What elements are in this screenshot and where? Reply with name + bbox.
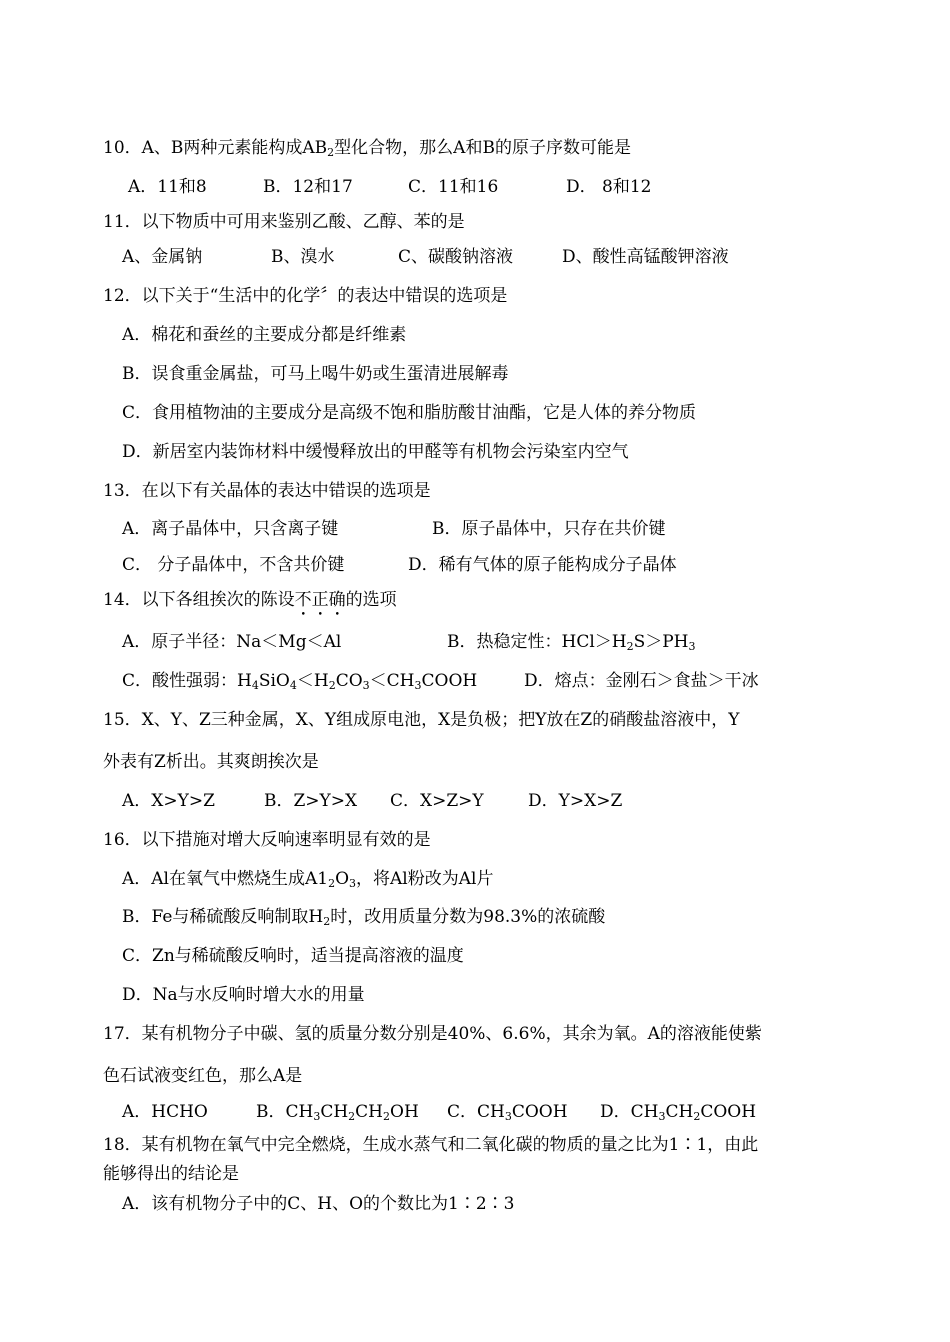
option-d: D、酸性高锰酸钾溶液 <box>562 247 729 267</box>
option-d: D． 8和12 <box>566 177 652 197</box>
option-c: C、碳酸钠溶液 <box>398 247 514 267</box>
question-11-stem: 11．以下物质中可用来鉴别乙酸、乙醇、苯的是 <box>103 212 465 232</box>
question-12-option-b: B．误食重金属盐，可马上喝牛奶或生蛋清进展解毒 <box>122 364 509 384</box>
option-a: A．原子半径：Na＜Mg＜Al <box>122 632 342 652</box>
option-a: A．HCHO <box>122 1102 208 1122</box>
option-c: C． 分子晶体中，不含共价键 <box>122 555 345 575</box>
option-a: A．11和8 <box>128 177 207 197</box>
question-16-option-d: D．Na与水反响时增大水的用量 <box>122 985 365 1005</box>
question-17-line2: 色石试液变红色，那么A是 <box>103 1066 303 1086</box>
option-c: C．$CH_3COOH$ <box>447 1102 568 1123</box>
question-18-line2: 能够得出的结论是 <box>103 1164 239 1184</box>
option-b: B．原子晶体中，只存在共价键 <box>432 519 666 539</box>
option-b: B．$CH_3CH_2CH_2OH$ <box>256 1102 419 1123</box>
option-b: B．热稳定性：$HCl>H_2S>PH_3$ <box>447 632 696 653</box>
question-12-option-c: C．食用植物油的主要成分是高级不饱和脂肪酸甘油酯，它是人体的养分物质 <box>122 403 697 423</box>
question-16-option-a: A．Al在氧气中燃烧生成$A1_2O_3$，将Al粉改为Al片 <box>122 869 494 890</box>
option-c: C．X>Z>Y <box>390 791 484 811</box>
option-d: D．$CH_3CH_2COOH$ <box>600 1102 757 1123</box>
question-17-line1: 17．某有机物分子中碳、氢的质量分数分别是40%、6.6%，其余为氧。A的溶液能使紫 <box>103 1024 762 1044</box>
question-18-option-a: A．该有机物分子中的C、H、O的个数比为1∶2∶3 <box>122 1194 515 1214</box>
option-c: C．11和16 <box>408 177 499 197</box>
option-b: B．12和17 <box>263 177 353 197</box>
option-a: A、金属钠 <box>122 247 203 267</box>
question-12-option-d: D．新居室内装饰材料中缓慢释放出的甲醛等有机物会污染室内空气 <box>122 442 629 462</box>
question-15-line1: 15．X、Y、Z三种金属，X、Y组成原电池，X是负极；把Y放在Z的硝酸盐溶液中，Y <box>103 710 740 730</box>
option-d: D．Y>X>Z <box>528 791 623 811</box>
option-d: D．熔点：金刚石＞食盐＞干冰 <box>524 671 759 691</box>
question-16-option-c: C．Zn与稀硫酸反响时，适当提高溶液的温度 <box>122 946 464 966</box>
option-b: B．Z>Y>X <box>264 791 358 811</box>
question-15-line2: 外表有Z析出。其爽朗挨次是 <box>103 752 319 772</box>
question-13-stem: 13．在以下有关晶体的表达中错误的选项是 <box>103 481 431 501</box>
question-16-stem: 16．以下措施对增大反响速率明显有效的是 <box>103 830 431 850</box>
question-10-stem: 10．A、B两种元素能构成$AB_2$型化合物，那么A和B的原子序数可能是 <box>103 138 631 159</box>
option-d: D．稀有气体的原子能构成分子晶体 <box>408 555 677 575</box>
option-a: A．离子晶体中，只含离子键 <box>122 519 339 539</box>
question-12-stem: 12．以下关于“生活中的化学〞的表达中错误的选项是 <box>103 286 508 306</box>
option-b: B、溴水 <box>271 247 335 267</box>
option-a: A．X>Y>Z <box>122 791 215 811</box>
option-c: C．酸性强弱：$H_4SiO_4<H_2CO_3<CH_3COOH$ <box>122 671 478 692</box>
question-14-stem: 14．以下各组挨次的陈设不正确的选项 <box>103 590 397 610</box>
question-16-option-b: B．Fe与稀硫酸反响制取$H_2$时，改用质量分数为98.3%的浓硫酸 <box>122 907 606 928</box>
question-18-line1: 18．某有机物在氧气中完全燃烧，生成水蒸气和二氧化碳的物质的量之比为1∶1，由此 <box>103 1135 759 1155</box>
emphasis-not-correct: 不正确 <box>294 590 346 610</box>
question-12-option-a: A．棉花和蚕丝的主要成分都是纤维素 <box>122 325 407 345</box>
